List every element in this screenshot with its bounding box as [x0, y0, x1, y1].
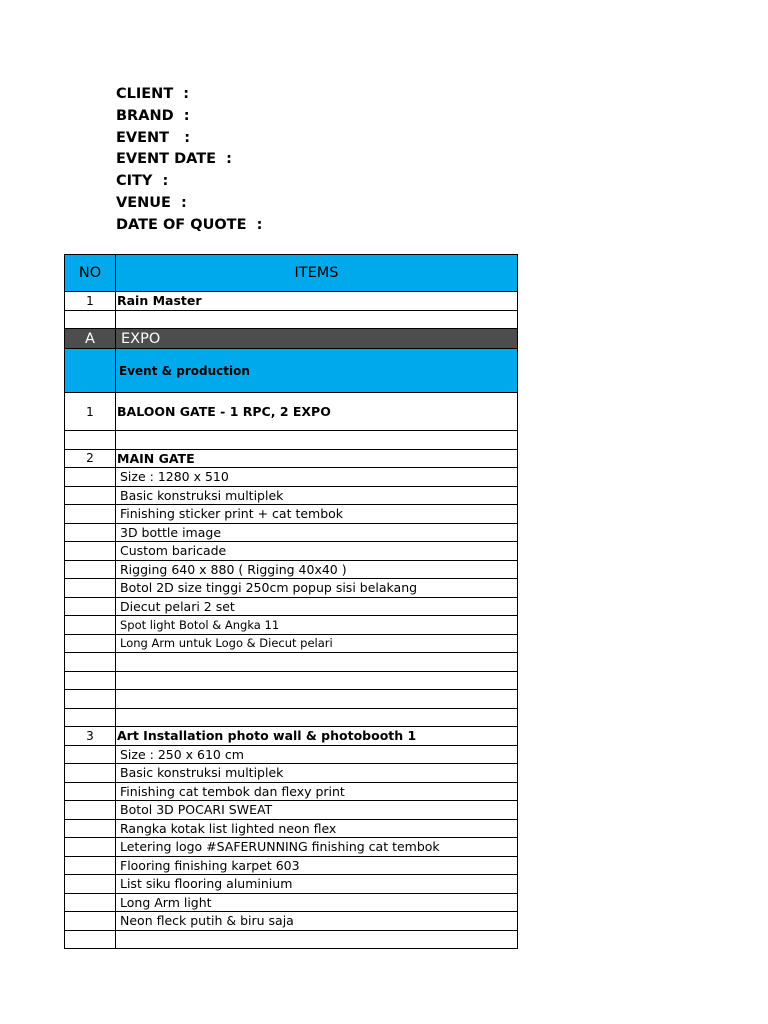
row-number-cell[interactable] [65, 486, 116, 505]
row-number-cell[interactable] [65, 597, 116, 616]
row-number-cell[interactable] [65, 690, 116, 709]
row-number-cell[interactable] [65, 310, 116, 329]
table-row [65, 838, 518, 857]
row-number-cell[interactable] [65, 708, 116, 727]
table-row [65, 523, 518, 542]
column-header-no[interactable]: NO [65, 255, 116, 292]
row-item-cell[interactable]: Diecut pelari 2 set [116, 597, 518, 616]
row-item-cell[interactable]: Art Installation photo wall & photobooth 1 [116, 727, 518, 746]
row-number-cell[interactable] [65, 912, 116, 931]
row-item-cell[interactable]: Basic konstruksi multiplek [116, 764, 518, 783]
row-item-cell[interactable]: Rangka kotak list lighted neon flex [116, 819, 518, 838]
row-number-cell[interactable] [65, 745, 116, 764]
table-row [65, 634, 518, 653]
table-row [65, 616, 518, 635]
row-number-cell[interactable] [65, 579, 116, 598]
empty-row [65, 690, 518, 709]
table-row [65, 764, 518, 783]
empty-row [65, 671, 518, 690]
client-label: CLIENT : [116, 86, 190, 102]
row-item-cell[interactable]: Botol 2D size tinggi 250cm popup sisi belakang [116, 579, 518, 598]
table-row [65, 579, 518, 598]
row-number-cell[interactable] [65, 653, 116, 672]
date-of-quote-label: DATE OF QUOTE : [116, 216, 263, 233]
row-item-cell[interactable]: Letering logo #SAFERUNNING finishing cat tembok [116, 838, 518, 857]
table-row [65, 486, 518, 505]
table-row [65, 819, 518, 838]
row-item-cell[interactable]: Event & production [116, 349, 518, 393]
row-number-cell[interactable] [65, 431, 116, 450]
subsection-row [65, 349, 518, 393]
row-number-cell[interactable] [65, 505, 116, 524]
row-item-cell[interactable]: Flooring finishing karpet 603 [116, 856, 518, 875]
quote-header [116, 84, 262, 237]
row-number-cell[interactable] [65, 634, 116, 653]
table-row [65, 727, 518, 746]
row-number-cell[interactable] [65, 616, 116, 635]
row-item-cell[interactable] [116, 708, 518, 727]
empty-row [65, 310, 518, 329]
table-row [65, 801, 518, 820]
table-row [65, 505, 518, 524]
row-item-cell[interactable]: Size : 1280 x 510 [116, 468, 518, 487]
row-number-cell[interactable] [65, 671, 116, 690]
row-number-cell[interactable]: A [65, 329, 116, 349]
quote-table [64, 254, 518, 949]
brand-label: BRAND : [116, 107, 190, 124]
section-row [65, 329, 518, 349]
table-row [65, 292, 518, 311]
table-row [65, 393, 518, 431]
row-number-cell[interactable]: 1 [65, 393, 116, 431]
row-number-cell[interactable] [65, 560, 116, 579]
row-item-cell[interactable]: BALOON GATE - 1 RPC, 2 EXPO [116, 393, 518, 431]
row-item-cell[interactable] [116, 653, 518, 672]
row-item-cell[interactable] [116, 690, 518, 709]
table-row [65, 449, 518, 468]
row-number-cell[interactable]: 1 [65, 292, 116, 311]
row-item-cell[interactable]: 3D bottle image [116, 523, 518, 542]
row-item-cell[interactable]: Neon fleck putih & biru saja [116, 912, 518, 931]
row-number-cell[interactable] [65, 764, 116, 783]
table-row [65, 893, 518, 912]
empty-row [65, 708, 518, 727]
row-number-cell[interactable]: 2 [65, 449, 116, 468]
row-item-cell[interactable]: List siku flooring aluminium [116, 875, 518, 894]
row-item-cell[interactable]: Size : 250 x 610 cm [116, 745, 518, 764]
row-item-cell[interactable] [116, 310, 518, 329]
event-label: EVENT : [116, 129, 191, 146]
empty-row [65, 431, 518, 450]
row-item-cell[interactable]: Finishing cat tembok dan flexy print [116, 782, 518, 801]
row-number-cell[interactable] [65, 819, 116, 838]
table-header-row [65, 255, 518, 292]
table-row [65, 875, 518, 894]
table-row [65, 912, 518, 931]
table-row [65, 856, 518, 875]
row-item-cell[interactable]: Rigging 640 x 880 ( Rigging 40x40 ) [116, 560, 518, 579]
table-row [65, 468, 518, 487]
row-number-cell[interactable] [65, 893, 116, 912]
row-number-cell[interactable] [65, 801, 116, 820]
row-item-cell[interactable]: Basic konstruksi multiplek [116, 486, 518, 505]
row-number-cell[interactable] [65, 930, 116, 949]
row-item-cell[interactable]: Long Arm light [116, 893, 518, 912]
row-number-cell[interactable]: 3 [65, 727, 116, 746]
row-item-cell[interactable]: Custom baricade [116, 542, 518, 561]
row-number-cell[interactable] [65, 875, 116, 894]
table-row [65, 560, 518, 579]
column-header-items[interactable]: ITEMS [116, 255, 518, 292]
row-number-cell[interactable] [65, 782, 116, 801]
row-item-cell[interactable]: Spot light Botol & Angka 11 [116, 616, 518, 635]
table-row [65, 745, 518, 764]
row-number-cell[interactable] [65, 349, 116, 393]
row-item-cell[interactable]: MAIN GATE [116, 449, 518, 468]
table-row [65, 597, 518, 616]
event-date-label: EVENT DATE : [116, 151, 232, 168]
row-item-cell[interactable] [116, 671, 518, 690]
row-number-cell[interactable] [65, 468, 116, 487]
table-row [65, 782, 518, 801]
row-item-cell[interactable]: Botol 3D POCARI SWEAT [116, 801, 518, 820]
venue-label: VENUE : [116, 194, 187, 211]
row-item-cell[interactable]: Finishing sticker print + cat tembok [116, 505, 518, 524]
empty-row [65, 653, 518, 672]
row-number-cell[interactable] [65, 856, 116, 875]
table-row [65, 542, 518, 561]
row-item-cell[interactable]: EXPO [116, 329, 518, 349]
row-item-cell[interactable] [116, 431, 518, 450]
empty-row [65, 930, 518, 949]
row-item-cell[interactable] [116, 930, 518, 949]
row-number-cell[interactable] [65, 523, 116, 542]
row-item-cell[interactable]: Rain Master [116, 292, 518, 311]
row-item-cell[interactable]: Long Arm untuk Logo & Diecut pelari [116, 634, 518, 653]
city-label: CITY : [116, 173, 169, 190]
row-number-cell[interactable] [65, 542, 116, 561]
row-number-cell[interactable] [65, 838, 116, 857]
